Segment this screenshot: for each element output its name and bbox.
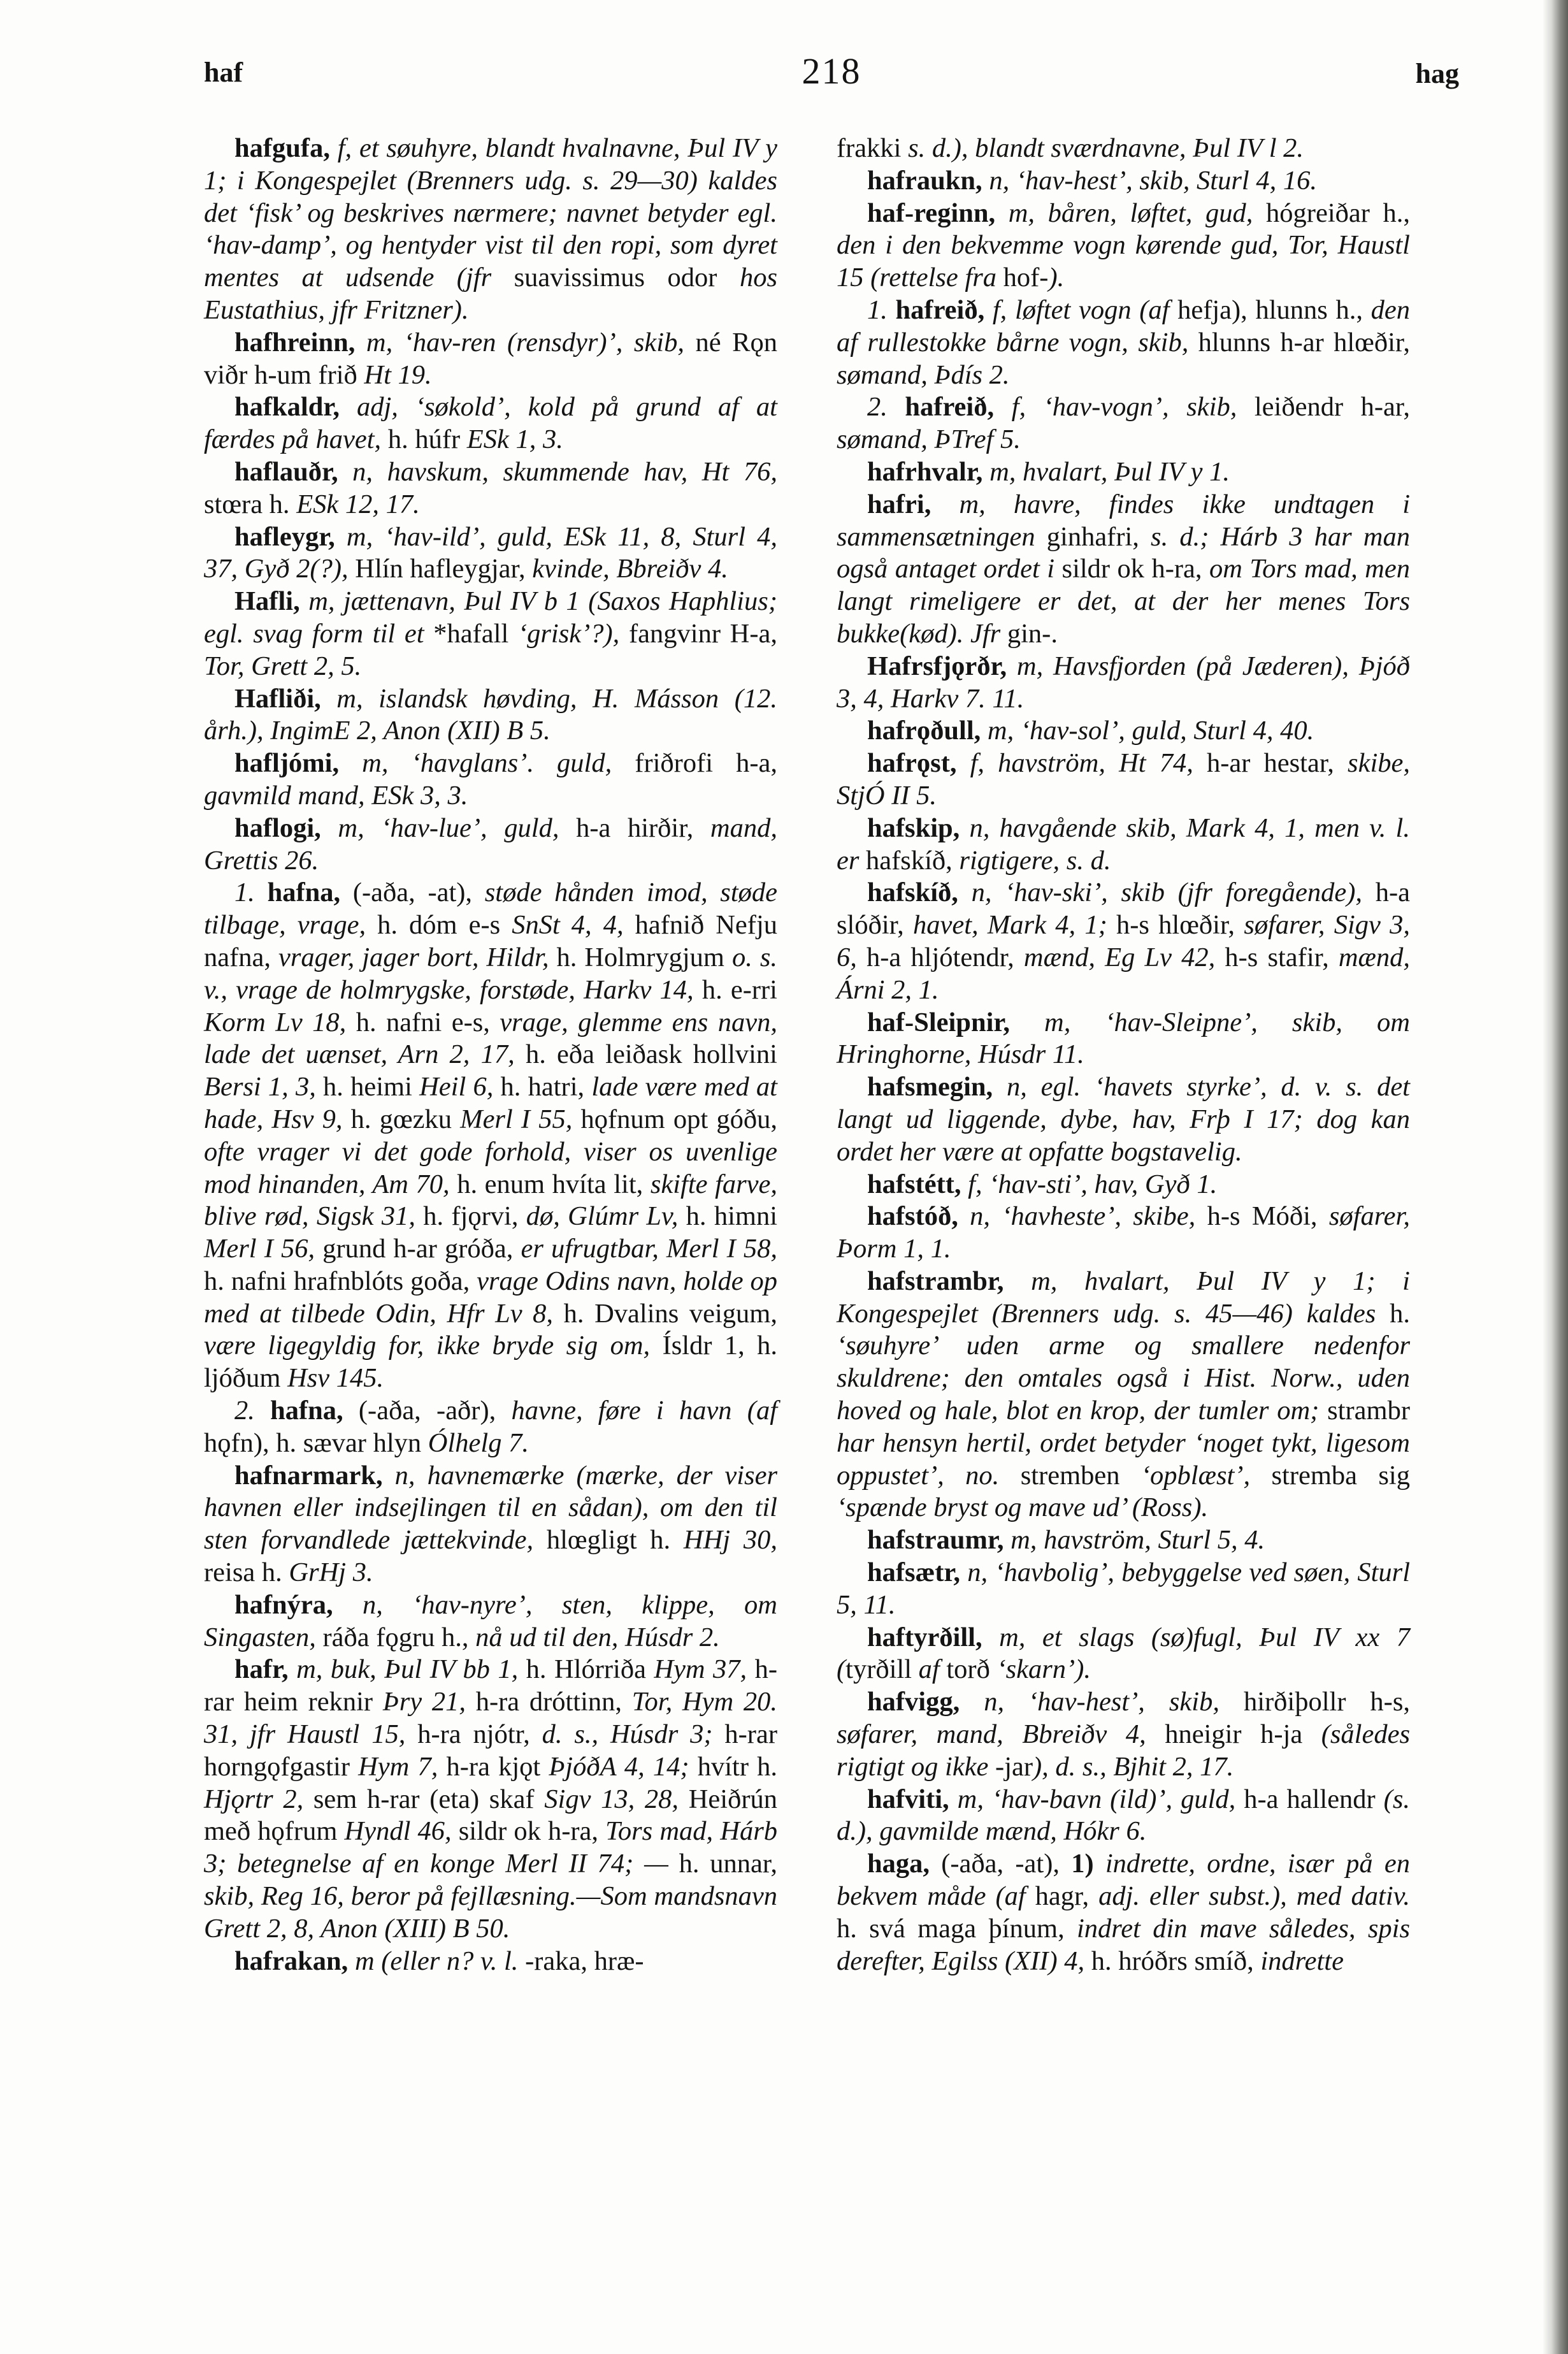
citation-text: h. fjǫrvi,	[423, 1201, 519, 1232]
citation-text: stremba sig	[1271, 1460, 1410, 1491]
definition-text: n, havgående skib, Mark 4, 1, men v. l. er	[837, 812, 1410, 876]
definition-text: Bersi 1, 3,	[204, 1072, 324, 1102]
citation-text: h-ra njótr,	[417, 1719, 530, 1750]
definition-text: sømand, ÞTref 5.	[837, 424, 1021, 455]
definition-text: Sigv 13, 28,	[534, 1784, 689, 1814]
citation-text: hagr,	[1035, 1881, 1090, 1912]
definition-text: f, et søuhyre, blandt hvalnavne, Þul IV y 1; i Kongespejlet (Brenners udg. s. 29—30) kaldes det ‘fisk’ og beskrives nærmere; navnet betyder egl. ‘hav-damp’, og hentyder vist til den ropi, som dyret mentes at udsende (jfr	[204, 133, 777, 293]
citation-text: grund h-ar gróða,	[322, 1234, 514, 1264]
definition-text: vrage, glemme ens navn, lade det uænset, Arn 2, 17,	[204, 1007, 777, 1070]
headword: haflauðr,	[234, 456, 338, 487]
citation-text: hafskíð,	[866, 845, 953, 876]
definition-text: n, ‘havheste’, skibe,	[958, 1201, 1207, 1232]
headword: hafnýra,	[234, 1589, 333, 1620]
citation-text: hǫfn), h. sævar hlyn	[204, 1427, 422, 1458]
citation-text: hlunns h-ar hlœðir,	[1198, 327, 1410, 357]
definition-text: m, hvalart, Þul IV y 1; i Kongespejlet (Brenners udg. s. 45—46) kaldes	[837, 1266, 1410, 1329]
right-guide-word: hag	[1415, 58, 1459, 89]
headword: hafri,	[867, 489, 931, 519]
definition-text: adj, ‘søkold’, kold på grund af at færdes på havet,	[204, 392, 777, 455]
definition-text: ‘spænde bryst og mave ud’ (Ross).	[837, 1492, 1209, 1523]
right-column	[837, 133, 1410, 1977]
definition-text: ‘skarn’).	[989, 1654, 1091, 1685]
dictionary-entry	[837, 294, 1410, 391]
citation-text: -jar	[995, 1751, 1033, 1782]
definition-text: om Tors mad, men langt rimeligere er det, at der her menes Tors bukke(kød). Jfr	[837, 554, 1410, 649]
dictionary-entry	[204, 747, 777, 812]
definition-text: Þry 21,	[373, 1687, 476, 1717]
headword: hafrǫst,	[867, 748, 957, 779]
headword: haf-reginn,	[867, 198, 996, 228]
citation-text: ráða fǫgru h.,	[322, 1622, 469, 1652]
citation-text: h-rar heim reknir	[204, 1654, 778, 1717]
definition-text: m, ‘havglans’. guld,	[339, 748, 635, 779]
citation-text: ginhafri,	[1046, 521, 1139, 552]
citation-text: h. heimi	[323, 1072, 412, 1102]
definition-text: d. s., Húsdr 3;	[529, 1719, 725, 1750]
dictionary-entry	[837, 715, 1410, 747]
definition-text: støde hånden imod, støde tilbage, vrage,	[204, 877, 777, 941]
citation-text: fangvinr H-a,	[629, 618, 777, 649]
citation-text: h. nafni e-s,	[356, 1007, 490, 1037]
citation-text: h-ra dróttinn,	[475, 1687, 622, 1717]
definition-text: Tor, Hym 20. 31, jfr Haustl 15,	[204, 1687, 777, 1750]
definition-text: n, ‘hav-hest’, skib, Sturl 4, 16.	[982, 165, 1317, 196]
citation-text: h-a slóðir,	[837, 877, 1410, 941]
headword: hafrakan,	[234, 1946, 349, 1976]
dictionary-entry	[837, 198, 1410, 294]
citation-text: hneigir h-ja	[1165, 1719, 1303, 1750]
dictionary-entry	[204, 1946, 777, 1978]
citation-text: 1)	[1071, 1849, 1094, 1879]
headword: haflogi,	[234, 812, 321, 843]
citation-text: h. Holmrygjum	[556, 942, 724, 972]
citation-text: stremben	[1020, 1460, 1120, 1491]
definition-text: ).	[1048, 263, 1065, 293]
definition-text: skib, Reg 16, beror på fejllæsning.—Som mandsnavn Grett 2, 8, Anon (XIII) B 50.	[204, 1881, 777, 1944]
definition-text: o. s. v., vrage de holmrygske, forstøde, Harkv 14,	[204, 942, 778, 1005]
citation-text: tyrðill	[845, 1654, 912, 1685]
citation-text: h. dóm e-s	[377, 910, 501, 941]
dictionary-entry	[204, 1589, 777, 1654]
definition-text: f, ‘hav-sti’, hav, Gyð 1.	[961, 1169, 1218, 1199]
headword: hafsmegin,	[867, 1072, 993, 1102]
citation-text: h-rar horngǫfgastir	[204, 1719, 777, 1782]
definition-text: ESk 12, 17.	[289, 489, 420, 519]
sense-number: 1.	[867, 294, 896, 325]
definition-text: f, havström, Ht 74,	[956, 748, 1207, 779]
definition-text: indrette	[1253, 1946, 1344, 1976]
definition-text: m, jættenavn, Þul IV b 1 (Saxos Haphlius; egl. svag form til et	[204, 586, 777, 649]
dictionary-entry	[837, 747, 1410, 812]
citation-text: h-s stafir,	[1225, 942, 1329, 972]
definition-text: f, løftet vogn (af	[984, 294, 1178, 325]
citation-text: frakki	[837, 133, 902, 163]
citation-text: h-a hallendr	[1244, 1784, 1376, 1814]
citation-text: hafnið Nefju nafna,	[204, 910, 777, 972]
dictionary-entry	[837, 1784, 1410, 1849]
citation-text: h.	[1390, 1298, 1410, 1329]
definition-text: Ólhelg 7.	[421, 1427, 529, 1458]
headword: hafna,	[270, 1396, 343, 1426]
definition-text: m, Havsfjorden (på Jæderen), Þjóð 3, 4, Harkv 7. 11.	[837, 651, 1410, 714]
definition-text: mand, Grettis 26.	[204, 812, 777, 876]
dictionary-entry	[837, 877, 1410, 1006]
dictionary-entry	[204, 391, 777, 456]
definition-text: ESk 1, 3.	[460, 424, 563, 455]
definition-text: Heil 6,	[412, 1072, 501, 1102]
definition-text: HHj 30,	[670, 1525, 777, 1556]
left-column	[204, 133, 777, 1977]
dictionary-entry	[204, 133, 777, 327]
definition-text: m, ‘hav-ild’, guld, ESk 11, 8, Sturl 4, 37, Gyð 2(?),	[204, 521, 777, 584]
definition-text: gavmild mand, ESk 3, 3.	[204, 780, 468, 811]
definition-text: Korm Lv 18,	[204, 1007, 356, 1037]
citation-text: -raka, hræ-	[525, 1946, 644, 1976]
citation-text: h. Hlórriða	[526, 1654, 646, 1685]
headword: hafsætr,	[867, 1557, 961, 1588]
definition-text: sømand, Þdís 2.	[837, 359, 1010, 390]
citation-text: h. nafni hrafnblóts goða,	[204, 1266, 470, 1296]
dictionary-entry	[204, 877, 777, 1395]
definition-text: m, ‘hav-sol’, guld, Sturl 4, 40.	[981, 716, 1314, 746]
definition-text: er ufrugtbar, Merl I 58,	[513, 1234, 777, 1264]
dictionary-entry	[837, 1201, 1410, 1266]
headword: hafljómi,	[234, 748, 340, 779]
definition-text: Hjǫrtr 2,	[204, 1784, 313, 1814]
dictionary-entry	[837, 165, 1410, 198]
definition-text: Hym 7,	[349, 1751, 447, 1782]
definition-text: m, islandsk høvding, H. Másson (12. årh.), IngimE 2, Anon (XII) B 5.	[204, 683, 777, 746]
dictionary-entry	[837, 489, 1410, 651]
definition-text: m, ‘hav-bavn (ild)’, guld,	[949, 1784, 1244, 1814]
headword: hafreið,	[905, 392, 995, 422]
citation-text: reisa h.	[204, 1557, 282, 1588]
definition-text: mænd, Árni 2, 1.	[837, 942, 1411, 1005]
dictionary-entry	[204, 812, 777, 877]
citation-text: hǫfnum opt góðu,	[580, 1104, 777, 1134]
headword: hafskip,	[867, 812, 960, 843]
definition-text: ‘søuhyre’ uden arme og smallere nedenfor skuldrene; den omtales også i Hist. Norw., uden hoved og hale, blot en krop, der tumler om;	[837, 1331, 1410, 1426]
headword: hafna,	[267, 877, 341, 908]
definition-text: indrette, ordne, især på en bekvem måde (af	[837, 1849, 1410, 1912]
citation-text: hefja), hlunns h.,	[1177, 294, 1363, 325]
definition-text: m, havre, findes ikke undtagen i sammensætningen	[837, 489, 1410, 552]
citation-text: h. hatri,	[500, 1072, 585, 1102]
definition-text: lade være med at hade, Hsv 9,	[204, 1072, 777, 1134]
headword: hafleygr,	[234, 521, 335, 552]
headword: hafskíð,	[867, 877, 958, 908]
dictionary-entry	[837, 1266, 1410, 1524]
definition-text: Hyndl 46,	[337, 1816, 459, 1847]
definition-text: n, havskum, skummende hav, Ht 76,	[338, 456, 777, 487]
definition-text: ‘grisk’?),	[508, 618, 629, 649]
citation-text: stœra h.	[204, 489, 290, 519]
definition-text: n, ‘hav-ski’, skib (jfr foregående),	[958, 877, 1376, 908]
definition-text: Merl I 56,	[204, 1234, 323, 1264]
definition-text: m, havström, Sturl 5, 4.	[1003, 1525, 1265, 1556]
dictionary-entry	[837, 1007, 1410, 1072]
definition-text: skibe, StjÓ II 5.	[837, 748, 1411, 811]
definition-text: ofte vrager vi det gode forhold, viser os uvenlige mod hinanden, Am 70,	[204, 1136, 777, 1199]
definition-text: GrHj 3.	[282, 1557, 373, 1588]
headword: hafstétt,	[867, 1169, 961, 1199]
page-number: 218	[802, 50, 861, 92]
definition-text: m, ‘hav-lue’, guld,	[320, 812, 577, 843]
dictionary-entry	[204, 586, 777, 682]
page-header	[204, 50, 1459, 107]
definition-text: SnSt 4, 4,	[500, 910, 635, 941]
citation-text: strambr	[1327, 1396, 1410, 1426]
citation-text: h. hróðrs smíð,	[1091, 1946, 1254, 1976]
dictionary-entry	[837, 456, 1410, 489]
citation-text: né Rǫn viðr h-um frið	[204, 327, 777, 390]
citation-text: gin-.	[1007, 618, 1058, 649]
dictionary-entry	[837, 1524, 1410, 1557]
headword: hafstraumr,	[867, 1525, 1004, 1556]
headword: haf-Sleipnir,	[867, 1007, 1010, 1037]
citation-text: h-a hljótendr,	[867, 942, 1014, 972]
dictionary-entry	[204, 1654, 777, 1945]
headword: haftyrðill,	[867, 1622, 982, 1652]
dictionary-entry	[204, 1460, 777, 1589]
headword: hafgufa,	[234, 133, 330, 163]
headword: hafreið,	[895, 294, 985, 325]
citation-text: h-s hlœðir,	[1116, 910, 1235, 941]
citation-text: hirðiþollr h-s,	[1243, 1687, 1410, 1717]
definition-text: n, ‘hav-hest’, skib,	[960, 1687, 1244, 1717]
definition-text: søfarer, mand, Bbreiðv 4,	[837, 1719, 1165, 1750]
citation-text: friðrofi h-a,	[635, 748, 777, 779]
headword: hafviti,	[867, 1784, 949, 1814]
definition-text: n, havnemærke (mærke, der viser havnen eller indsejlingen til en sådan), om den til sten forvandlede jættekvinde,	[204, 1460, 777, 1556]
citation-text: (-aða, -aðr),	[343, 1396, 512, 1426]
citation-text: sildr ok h-ra,	[1061, 554, 1202, 584]
sense-number: 2.	[867, 392, 905, 422]
definition-text: havne, føre i havn (af	[511, 1396, 778, 1426]
dictionary-entry	[204, 683, 777, 748]
citation-text: h-s Móði,	[1207, 1201, 1318, 1232]
headword: hafstrambr,	[867, 1266, 1004, 1296]
citation-text: Hlín hafleygjar,	[355, 554, 526, 584]
definition-text: n, ‘havbolig’, bebyggelse ved søen, Sturl 5, 11.	[837, 1557, 1410, 1620]
citation-text: Heiðrún með hǫfrum	[204, 1784, 778, 1847]
definition-text: søfarer, Sigv 3, 6,	[837, 910, 1410, 972]
definition-text: Ht 19.	[357, 359, 432, 390]
citation-text: h. húfr	[387, 424, 461, 455]
definition-text: har hensyn hertil, ordet betyder ‘noget tykt, ligesom oppustet’, no.	[837, 1427, 1410, 1491]
definition-text: m, ‘hav-ren (rensdyr)’, skib,	[355, 327, 696, 357]
definition-text: af	[912, 1654, 947, 1685]
definition-text: indret din mave således, spis derefter, Egilss (XII) 4,	[837, 1913, 1410, 1976]
citation-text: suavissimus odor	[514, 263, 717, 293]
headword: Hafli,	[234, 586, 300, 617]
headword: hafrhvalr,	[867, 456, 983, 487]
headword: hafr,	[234, 1654, 289, 1685]
definition-text: ‘opblæst’,	[1119, 1460, 1272, 1491]
dictionary-entry	[837, 1622, 1410, 1687]
dictionary-entry	[204, 456, 777, 521]
citation-text: leiðendr h-ar,	[1254, 392, 1410, 422]
definition-text: rigtigere, s. d.	[952, 845, 1111, 876]
definition-text: m, hvalart, Þul IV y 1.	[982, 456, 1230, 487]
definition-text: f, ‘hav-vogn’, skib,	[994, 392, 1255, 422]
headword: hafstóð,	[867, 1201, 958, 1232]
left-guide-word: haf	[204, 57, 243, 88]
citation-text: (-aða, -at),	[340, 877, 485, 908]
headword: hafkaldr,	[234, 392, 340, 422]
definition-text: nå ud til den, Húsdr 2.	[468, 1622, 720, 1652]
definition-text: søfarer, Þorm 1, 1.	[837, 1201, 1410, 1264]
citation-text: hlœgligt h.	[546, 1525, 671, 1556]
headword: hafnarmark,	[234, 1460, 383, 1491]
definition-text: Tor, Grett 2, 5.	[204, 651, 362, 681]
citation-text: h. unnar,	[679, 1849, 777, 1879]
definition-text: m, ‘hav-Sleipne’, skib, om Hringhorne, Húsdr 11.	[837, 1007, 1410, 1070]
definition-text: skifte farve, blive rød, Sigsk 31,	[204, 1169, 778, 1232]
citation-text: h. himni	[686, 1201, 778, 1232]
dictionary-entry	[837, 1169, 1410, 1201]
citation-text: h-ar hestar,	[1206, 748, 1334, 779]
definition-text: den i den bekvemme vogn kørende gud, Tor, Haustl 15 (rettelse fra	[837, 230, 1410, 293]
headword: Hafrsfjǫrðr,	[867, 651, 1007, 681]
definition-text: Tors mad, Hárb 3; betegnelse af en konge Merl II 74; —	[204, 1816, 777, 1879]
citation-text: h-ra kjǫt	[446, 1751, 541, 1782]
citation-text: sildr ok h-ra,	[458, 1816, 599, 1847]
definition-text: Hsv 145.	[280, 1363, 384, 1394]
definition-text: kvinde, Bbreiðv 4.	[525, 554, 728, 584]
page-edge-shadow	[1543, 0, 1568, 2354]
definition-text: Merl I 55,	[452, 1104, 581, 1134]
dictionary-entry	[837, 812, 1410, 877]
definition-text: ), d. s., Bjhit 2, 17.	[1033, 1751, 1234, 1782]
dictionary-entry	[837, 1071, 1410, 1168]
citation-text: h. gœzku	[350, 1104, 452, 1134]
definition-text: m, båren, løftet, gud,	[995, 198, 1267, 228]
definition-text: s. d.), blandt sværdnavne, Þul IV l 2.	[901, 133, 1304, 163]
citation-text: h. svá maga þínum,	[837, 1913, 1065, 1944]
headword: haga,	[867, 1849, 930, 1879]
definition-text: dø, Glúmr Lv,	[518, 1201, 686, 1232]
headword: hafhreinn,	[234, 327, 356, 357]
citation-text: Ísldr 1, h. ljóðum	[204, 1331, 777, 1394]
definition-text: havet, Mark 4, 1;	[903, 910, 1116, 941]
citation-text: torð	[946, 1654, 990, 1685]
definition-text: mænd, Eg Lv 42,	[1014, 942, 1225, 972]
citation-text: h. enum hvíta lit,	[457, 1169, 644, 1199]
headword: Hafliði,	[234, 683, 321, 714]
definition-text: adj. eller subst.), med dativ.	[1089, 1881, 1410, 1912]
definition-text: s. d.; Hárb 3 har man også antaget ordet i	[837, 521, 1410, 584]
definition-text: ÞjóðA 4, 14;	[540, 1751, 698, 1782]
citation-text: hof-	[1003, 263, 1049, 293]
definition-text: være ligegyldig for, ikke bryde sig om,	[204, 1331, 663, 1361]
definition-text: vrager, jager bort, Hildr,	[271, 942, 557, 972]
dictionary-entry	[837, 1848, 1410, 1977]
citation-text: hógreiðar h.,	[1266, 198, 1410, 228]
definition-text: den af rullestokke bårne vogn, skib,	[837, 294, 1410, 357]
sense-number: 2.	[234, 1396, 271, 1426]
headword: hafraukn,	[867, 165, 982, 196]
dictionary-entry	[837, 391, 1410, 456]
definition-text: m (eller n? v. l.	[348, 1946, 526, 1976]
citation-text: h-a hirðir,	[576, 812, 694, 843]
dictionary-entry	[204, 521, 777, 586]
definition-text: m, buk, Þul IV bb 1,	[288, 1654, 526, 1685]
definition-text: n, ‘hav-nyre’, sten, klippe, om Singasten,	[204, 1589, 777, 1652]
definition-text: (s. d.), gavmilde mænd, Hókr 6.	[837, 1784, 1410, 1847]
dictionary-entry	[837, 1557, 1410, 1622]
dictionary-entry	[837, 651, 1410, 716]
citation-text: (-aða, -at),	[930, 1849, 1072, 1879]
citation-text: h. Dvalins veigum,	[563, 1298, 777, 1329]
citation-text: hvítr h.	[697, 1751, 777, 1782]
citation-text: h. e-rri	[701, 974, 777, 1005]
citation-text: sem h-rar (eta) skaf	[313, 1784, 535, 1814]
definition-text: n, egl. ‘havets styrke’, d. v. s. det langt ud liggende, dybe, hav, Frþ I 17; dog kan ordet her være at opfatte bogstavelig.	[837, 1072, 1410, 1167]
definition-text: (således rigtigt og ikke	[837, 1719, 1410, 1782]
citation-text: h. eða leiðask hollvini	[525, 1039, 777, 1070]
dictionary-entry	[204, 327, 777, 392]
definition-text: vrage Odins navn, holde op med at tilbede Odin, Hfr Lv 8,	[204, 1266, 778, 1329]
definition-text: m, et slags (sø)fugl, Þul IV xx 7 (	[837, 1622, 1410, 1685]
dictionary-entry	[837, 1686, 1410, 1783]
definition-text: Hym 37,	[645, 1654, 755, 1685]
dictionary-entry	[837, 133, 1410, 165]
dictionary-entry	[204, 1395, 777, 1460]
headword: hafvigg,	[867, 1687, 960, 1717]
sense-number: 1.	[234, 877, 268, 908]
headword: hafrǫðull,	[867, 716, 981, 746]
citation-text: *hafall	[433, 618, 509, 649]
definition-text: hos Eustathius, jfr Fritzner).	[204, 263, 777, 325]
